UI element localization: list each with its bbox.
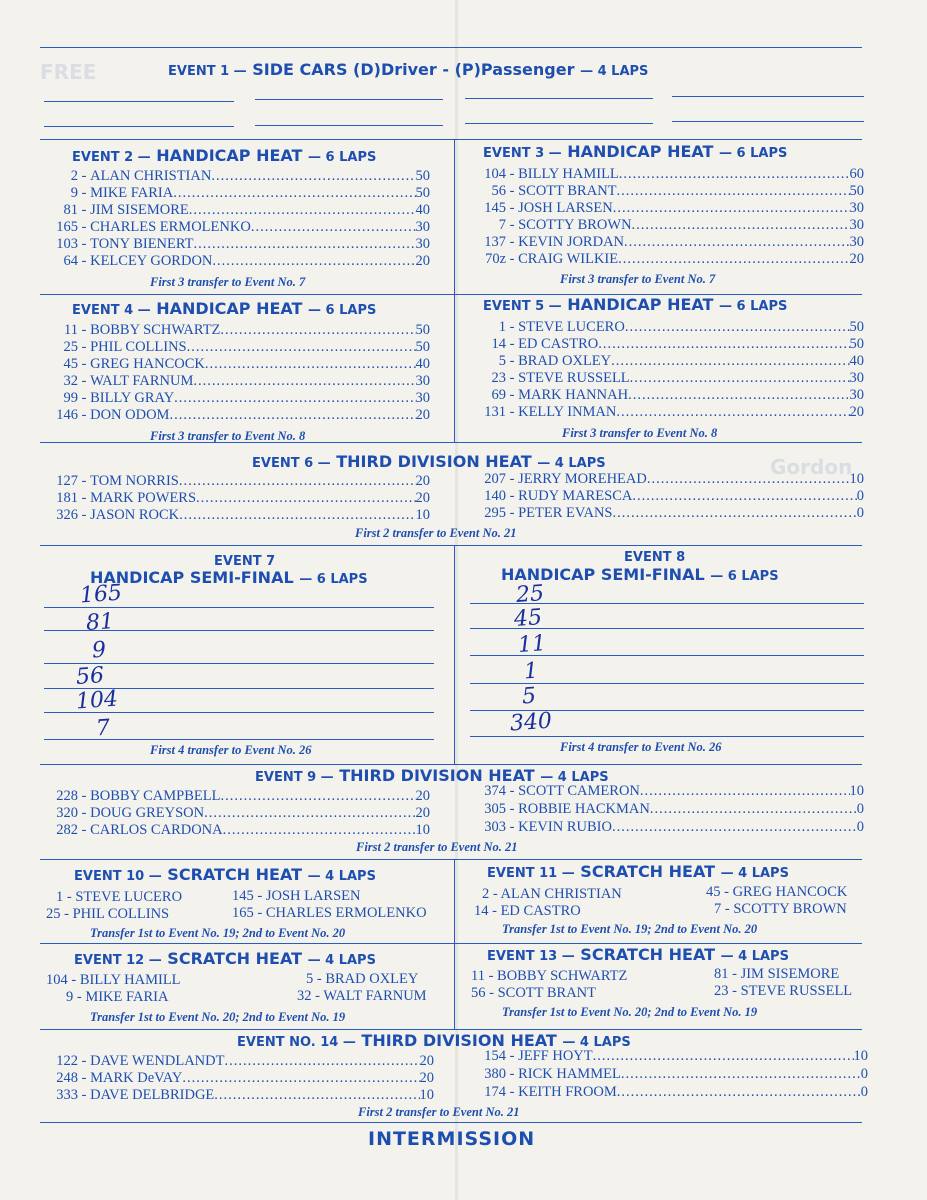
handicap-value: 10 [853, 1048, 868, 1064]
entry-row: 103 - TONY BIENERT ..... 30 [40, 236, 430, 253]
entry-row: 295 - PETER EVANS ..... 0 [468, 505, 864, 522]
entry-row: 374 - SCOTT CAMERON ..... 10 [468, 783, 864, 800]
column-divider [454, 295, 455, 442]
event10-laps: — 4 LAPS [307, 869, 376, 884]
event2-title: HANDICAP HEAT [156, 146, 303, 165]
handicap-value: 30 [415, 373, 430, 389]
rider-number: 333 [56, 1087, 78, 1103]
transfer-note: First 3 transfer to Event No. 7 [560, 272, 716, 286]
handwritten-entry: 45 [513, 605, 543, 632]
event1-number: EVENT 1 — [168, 64, 247, 79]
rider-entry: 25 - PHIL COLLINS [46, 906, 170, 922]
event4-number: EVENT 4 — [72, 303, 151, 318]
rider-name: KEITH FROOM [518, 1084, 617, 1100]
entry-row: 145 - JOSH LARSEN ..... 30 [468, 200, 864, 217]
event1-title: SIDE CARS (D)Driver - (P)Passenger [252, 60, 575, 79]
handicap-value: 30 [415, 236, 430, 252]
rider-name: KEVIN RUBIO [518, 819, 612, 835]
divider [40, 545, 862, 546]
entry-row: 303 - KEVIN RUBIO ..... 0 [468, 819, 864, 836]
entry-row: 181 - MARK POWERS ..... 20 [40, 490, 430, 507]
rider-number: 23 [491, 370, 506, 386]
rider-name: PETER EVANS [518, 505, 613, 521]
entry-row: 248 - MARK DeVAY ..... 20 [40, 1070, 434, 1087]
event4-title: HANDICAP HEAT [156, 299, 303, 318]
rider-number: 282 [56, 822, 78, 838]
handicap-value: 20 [419, 1070, 434, 1086]
transfer-note: Transfer 1st to Event No. 19; 2nd to Event No. 20 [90, 926, 346, 940]
rider-name: JOSH LARSEN [518, 200, 613, 216]
rider-number: 69 [491, 387, 506, 403]
rider-entry: 32 - WALT FARNUM [297, 988, 427, 1004]
entry-row: 45 - GREG HANCOCK ..... 40 [40, 356, 430, 373]
event8-number-line [624, 546, 685, 565]
entry-row: 99 - BILLY GRAY ..... 30 [40, 390, 430, 407]
handwritten-entry: 165 [79, 580, 123, 609]
rider-name: ALAN CHRISTIAN [90, 168, 212, 184]
entry-row: 137 - KEVIN JORDAN ..... 30 [468, 234, 864, 251]
rider-number: 165 [56, 219, 78, 235]
handicap-value: 30 [849, 234, 864, 250]
handicap-value: 50 [415, 322, 430, 338]
rider-entry: 9 - MIKE FARIA [66, 989, 169, 1005]
rider-number: 295 [484, 505, 506, 521]
entry-row: 333 - DAVE DELBRIDGE ..... 10 [40, 1087, 434, 1104]
divider [40, 859, 862, 860]
entry-row: 127 - TOM NORRIS ..... 20 [40, 473, 430, 490]
rider-number: 248 [56, 1070, 78, 1086]
entry-row: 165 - CHARLES ERMOLENKO ..... 30 [40, 219, 430, 236]
rider-name: DOUG GREYSON [90, 805, 205, 821]
divider [40, 943, 862, 944]
entry-row: 154 - JEFF HOYT ..... 10 [468, 1048, 868, 1065]
rider-number: 326 [56, 507, 78, 523]
handwritten-entry: 81 [85, 609, 115, 636]
rider-entry: 7 - SCOTTY BROWN [714, 901, 847, 917]
event13-heading [487, 945, 789, 964]
handicap-value: 20 [419, 1053, 434, 1069]
event8-number: EVENT 8 [624, 550, 686, 565]
event13-title: SCRATCH HEAT [580, 945, 716, 964]
rider-name: WALT FARNUM [90, 373, 194, 389]
event1-blank-line [465, 98, 653, 99]
handicap-value: 30 [415, 390, 430, 406]
event6-title: THIRD DIVISION HEAT [336, 452, 532, 471]
rider-name: DAVE DELBRIDGE [90, 1087, 215, 1103]
transfer-note: First 2 transfer to Event No. 21 [358, 1105, 520, 1119]
rider-number: 228 [56, 788, 78, 804]
event9-number: EVENT 9 — [255, 770, 334, 785]
rider-name: TOM NORRIS [90, 473, 179, 489]
event11-laps: — 4 LAPS [720, 866, 789, 881]
event2-heading [72, 146, 376, 165]
rider-entry: 14 - ED CASTRO [474, 903, 581, 919]
event7-number-line [214, 550, 275, 569]
handicap-value: 0 [856, 505, 864, 521]
rider-number: 9 [70, 185, 78, 201]
handwritten-entry: 56 [75, 663, 105, 690]
rider-name: BRAD OXLEY [518, 353, 612, 369]
handicap-value: 30 [849, 370, 864, 386]
handwritten-entry: 11 [517, 631, 547, 658]
rider-number: 14 [491, 336, 506, 352]
handwritten-entry: 104 [75, 686, 119, 715]
event8-title: HANDICAP SEMI-FINAL [501, 565, 705, 584]
event6-heading [252, 452, 606, 471]
event1-blank-line [672, 96, 864, 97]
rider-name: BILLY GRAY [90, 390, 175, 406]
entry-row: 131 - KELLY INMAN ..... 20 [468, 404, 864, 421]
handicap-value: 0 [860, 1084, 868, 1100]
handicap-value: 20 [415, 490, 430, 506]
transfer-note: Transfer 1st to Event No. 20; 2nd to Event No. 19 [502, 1005, 758, 1019]
entry-row: 207 - JERRY MOREHEAD ..... 10 [468, 471, 864, 488]
handicap-value: 0 [856, 801, 864, 817]
handicap-value: 40 [849, 353, 864, 369]
event1-blank-line [465, 123, 653, 124]
handwritten-entry: 7 [95, 715, 111, 742]
event13-number: EVENT 13 — [487, 949, 575, 964]
handicap-value: 20 [849, 251, 864, 267]
transfer-note: First 3 transfer to Event No. 7 [150, 275, 306, 289]
rider-number: 305 [484, 801, 506, 817]
event1-blank-line [672, 121, 864, 122]
event3-heading [483, 142, 787, 161]
result-line [470, 736, 864, 737]
entry-row: 146 - DON ODOM ..... 20 [40, 407, 430, 424]
handicap-value: 10 [415, 507, 430, 523]
rider-number: 181 [56, 490, 78, 506]
event7-title: HANDICAP SEMI-FINAL [90, 568, 294, 587]
event1-blank-line [255, 99, 443, 100]
rider-name: MARK HANNAH [518, 387, 629, 403]
entry-row: 228 - BOBBY CAMPBELL ..... 20 [40, 788, 430, 805]
rider-name: DAVE WENDLANDT [90, 1053, 225, 1069]
event5-heading [483, 295, 787, 314]
rider-number: 374 [484, 783, 506, 799]
event2-number: EVENT 2 — [72, 150, 151, 165]
transfer-note: First 4 transfer to Event No. 26 [150, 743, 312, 757]
handicap-value: 60 [849, 166, 864, 182]
handicap-value: 50 [415, 339, 430, 355]
rider-name: MIKE FARIA [90, 185, 174, 201]
top-border [40, 47, 862, 48]
handicap-value: 40 [415, 356, 430, 372]
handwritten-entry: 340 [509, 708, 553, 737]
event12-laps: — 4 LAPS [307, 953, 376, 968]
column-divider [454, 140, 455, 295]
rider-name: MARK DeVAY [90, 1070, 183, 1086]
rider-number: 99 [63, 390, 78, 406]
event1-blank-line [44, 126, 234, 127]
rider-name: TONY BIENERT [90, 236, 194, 252]
handicap-value: 30 [849, 200, 864, 216]
handicap-value: 50 [849, 336, 864, 352]
entry-row: 14 - ED CASTRO ..... 50 [468, 336, 864, 353]
handicap-value: 50 [849, 319, 864, 335]
handicap-value: 20 [415, 253, 430, 269]
rider-number: 64 [63, 253, 78, 269]
rider-number: 2 [70, 168, 78, 184]
event7-heading [90, 568, 368, 587]
entry-row: 380 - RICK HAMMEL ..... 0 [468, 1066, 868, 1083]
page-fold [455, 0, 458, 1200]
rider-name: GREG HANCOCK [90, 356, 205, 372]
event12-title: SCRATCH HEAT [167, 949, 303, 968]
rider-name: JEFF HOYT [518, 1048, 593, 1064]
entry-row: 64 - KELCEY GORDON ..... 20 [40, 253, 430, 270]
rider-name: KELCEY GORDON [90, 253, 213, 269]
rider-entry: 81 - JIM SISEMORE [714, 966, 840, 982]
handicap-value: 0 [856, 488, 864, 504]
handicap-value: 30 [849, 387, 864, 403]
entry-row: 56 - SCOTT BRANT ..... 50 [468, 183, 864, 200]
entry-row: 104 - BILLY HAMILL ..... 60 [468, 166, 864, 183]
handicap-value: 10 [849, 783, 864, 799]
rider-entry: 145 - JOSH LARSEN [232, 888, 361, 904]
rider-number: 45 [63, 356, 78, 372]
event6-number: EVENT 6 — [252, 456, 331, 471]
rider-number: 103 [56, 236, 78, 252]
event14-laps: — 4 LAPS [562, 1035, 631, 1050]
transfer-note: Transfer 1st to Event No. 19; 2nd to Event No. 20 [502, 922, 758, 936]
rider-number: 70z [485, 251, 506, 267]
handwritten-entry: 25 [515, 581, 545, 608]
rider-name: SCOTT BRANT [518, 183, 617, 199]
entry-row: 174 - KEITH FROOM ..... 0 [468, 1084, 868, 1101]
rider-name: DON ODOM [90, 407, 170, 423]
handicap-value: 20 [849, 404, 864, 420]
divider [40, 442, 862, 443]
event14-number: EVENT NO. 14 — [237, 1035, 356, 1050]
rider-number: 303 [484, 819, 506, 835]
rider-name: BOBBY CAMPBELL [90, 788, 221, 804]
intermission-label: INTERMISSION [368, 1128, 536, 1150]
event11-heading [487, 862, 789, 881]
rider-name: ROBBIE HACKMAN [518, 801, 650, 817]
event5-number: EVENT 5 — [483, 299, 562, 314]
handicap-value: 10 [849, 471, 864, 487]
rider-name: SCOTTY BROWN [518, 217, 632, 233]
entry-row: 69 - MARK HANNAH ..... 30 [468, 387, 864, 404]
divider [40, 1029, 862, 1030]
rider-number: 154 [484, 1048, 506, 1064]
handwritten-entry: 5 [521, 683, 537, 710]
divider [40, 139, 862, 140]
handicap-value: 0 [856, 819, 864, 835]
rider-name: STEVE RUSSELL [518, 370, 630, 386]
handicap-value: 20 [415, 805, 430, 821]
rider-name: SCOTT CAMERON [518, 783, 640, 799]
rider-number: 127 [56, 473, 78, 489]
entry-row: 81 - JIM SISEMORE ..... 40 [40, 202, 430, 219]
rider-number: 174 [484, 1084, 506, 1100]
rider-number: 137 [484, 234, 506, 250]
event10-number: EVENT 10 — [74, 869, 162, 884]
event3-laps: — 6 LAPS [719, 146, 788, 161]
rider-name: KEVIN JORDAN [518, 234, 625, 250]
rider-number: 320 [56, 805, 78, 821]
handicap-value: 0 [860, 1066, 868, 1082]
column-divider [454, 546, 455, 764]
event9-laps: — 4 LAPS [540, 770, 609, 785]
watermark-free: FREE [40, 60, 97, 84]
rider-number: 25 [63, 339, 78, 355]
transfer-note: First 2 transfer to Event No. 21 [356, 840, 518, 854]
entry-row: 23 - STEVE RUSSELL ..... 30 [468, 370, 864, 387]
entry-row: 32 - WALT FARNUM ..... 30 [40, 373, 430, 390]
result-line [44, 607, 434, 608]
entry-row: 70z - CRAIG WILKIE ..... 20 [468, 251, 864, 268]
handicap-value: 40 [415, 202, 430, 218]
transfer-note: Transfer 1st to Event No. 20; 2nd to Event No. 19 [90, 1010, 346, 1024]
rider-name: ED CASTRO [518, 336, 599, 352]
entry-row: 25 - PHIL COLLINS ..... 50 [40, 339, 430, 356]
rider-name: KELLY INMAN [518, 404, 617, 420]
rider-number: 32 [63, 373, 78, 389]
entry-row: 11 - BOBBY SCHWARTZ ..... 50 [40, 322, 430, 339]
handicap-value: 20 [415, 473, 430, 489]
divider [40, 1122, 862, 1123]
rider-name: JASON ROCK [90, 507, 180, 523]
handwritten-entry: 9 [91, 637, 107, 664]
event10-title: SCRATCH HEAT [167, 865, 303, 884]
rider-number: 104 [484, 166, 506, 182]
transfer-note: First 3 transfer to Event No. 8 [562, 426, 718, 440]
rider-name: CRAIG WILKIE [518, 251, 619, 267]
event1-heading [168, 60, 648, 79]
event3-number: EVENT 3 — [483, 146, 562, 161]
handicap-value: 20 [415, 788, 430, 804]
entry-row: 5 - BRAD OXLEY ..... 40 [468, 353, 864, 370]
event11-number: EVENT 11 — [487, 866, 575, 881]
rider-name: PHIL COLLINS [90, 339, 187, 355]
transfer-note: First 3 transfer to Event No. 8 [150, 429, 306, 443]
rider-name: BILLY HAMILL [518, 166, 619, 182]
column-divider [454, 860, 455, 1030]
event1-blank-line [255, 125, 443, 126]
event4-laps: — 6 LAPS [308, 303, 377, 318]
rider-entry: 11 - BOBBY SCHWARTZ [471, 968, 628, 984]
handicap-value: 10 [415, 822, 430, 838]
event3-title: HANDICAP HEAT [567, 142, 714, 161]
rider-number: 7 [498, 217, 506, 233]
entry-row: 320 - DOUG GREYSON ..... 20 [40, 805, 430, 822]
rider-name: CHARLES ERMOLENKO [90, 219, 251, 235]
rider-number: 207 [484, 471, 506, 487]
rider-name: RICK HAMMEL [518, 1066, 621, 1082]
rider-entry: 2 - ALAN CHRISTIAN [482, 886, 622, 902]
event8-laps: — 6 LAPS [710, 569, 779, 584]
rider-name: JERRY MOREHEAD [518, 471, 647, 487]
entry-row: 140 - RUDY MARESCA ..... 0 [468, 488, 864, 505]
rider-number: 140 [484, 488, 506, 504]
event9-title: THIRD DIVISION HEAT [339, 766, 535, 785]
handwritten-entry: 1 [523, 658, 539, 685]
event7-laps: — 6 LAPS [299, 572, 368, 587]
handicap-value: 50 [415, 185, 430, 201]
rider-entry: 23 - STEVE RUSSELL [714, 983, 853, 999]
divider [40, 764, 862, 765]
rider-number: 81 [63, 202, 78, 218]
rider-entry: 5 - BRAD OXLEY [306, 971, 419, 987]
event4-heading [72, 299, 376, 318]
handicap-value: 20 [415, 407, 430, 423]
rider-number: 5 [498, 353, 506, 369]
handicap-value: 10 [419, 1087, 434, 1103]
event2-laps: — 6 LAPS [308, 150, 377, 165]
handicap-value: 30 [849, 217, 864, 233]
rider-number: 11 [64, 322, 78, 338]
rider-number: 146 [56, 407, 78, 423]
handicap-value: 50 [849, 183, 864, 199]
event7-number: EVENT 7 [214, 554, 276, 569]
event12-heading [74, 949, 376, 968]
rider-entry: 45 - GREG HANCOCK [706, 884, 848, 900]
rider-number: 122 [56, 1053, 78, 1069]
rider-name: BOBBY SCHWARTZ [90, 322, 221, 338]
entry-row: 282 - CARLOS CARDONA ..... 10 [40, 822, 430, 839]
rider-entry: 56 - SCOTT BRANT [471, 985, 597, 1001]
event6-laps: — 4 LAPS [537, 456, 606, 471]
event5-title: HANDICAP HEAT [567, 295, 714, 314]
rider-entry: 104 - BILLY HAMILL [46, 972, 181, 988]
transfer-note: First 4 transfer to Event No. 26 [560, 740, 722, 754]
entry-row: 9 - MIKE FARIA ..... 50 [40, 185, 430, 202]
rider-name: MARK POWERS [90, 490, 197, 506]
entry-row: 7 - SCOTTY BROWN ..... 30 [468, 217, 864, 234]
event12-number: EVENT 12 — [74, 953, 162, 968]
handicap-value: 50 [415, 168, 430, 184]
event13-laps: — 4 LAPS [720, 949, 789, 964]
rider-name: JIM SISEMORE [90, 202, 189, 218]
rider-name: RUDY MARESCA [518, 488, 633, 504]
transfer-note: First 2 transfer to Event No. 21 [355, 526, 517, 540]
entry-row: 1 - STEVE LUCERO ..... 50 [468, 319, 864, 336]
rider-number: 1 [498, 319, 506, 335]
rider-number: 56 [491, 183, 506, 199]
entry-row: 122 - DAVE WENDLANDT ..... 20 [40, 1053, 434, 1070]
rider-number: 145 [484, 200, 506, 216]
rider-entry: 1 - STEVE LUCERO [56, 889, 183, 905]
watermark-gordon: Gordon [770, 455, 853, 479]
rider-entry: 165 - CHARLES ERMOLENKO [232, 905, 427, 921]
event1-blank-line [44, 101, 234, 102]
entry-row: 305 - ROBBIE HACKMAN ..... 0 [468, 801, 864, 818]
event1-laps: — 4 LAPS [580, 64, 649, 79]
event11-title: SCRATCH HEAT [580, 862, 716, 881]
rider-name: CARLOS CARDONA [90, 822, 223, 838]
rider-number: 380 [484, 1066, 506, 1082]
event14-title: THIRD DIVISION HEAT [361, 1031, 557, 1050]
entry-row: 326 - JASON ROCK ..... 10 [40, 507, 430, 524]
event5-laps: — 6 LAPS [719, 299, 788, 314]
event10-heading [74, 865, 376, 884]
rider-name: STEVE LUCERO [518, 319, 625, 335]
entry-row: 2 - ALAN CHRISTIAN ..... 50 [40, 168, 430, 185]
rider-number: 131 [484, 404, 506, 420]
handicap-value: 30 [415, 219, 430, 235]
